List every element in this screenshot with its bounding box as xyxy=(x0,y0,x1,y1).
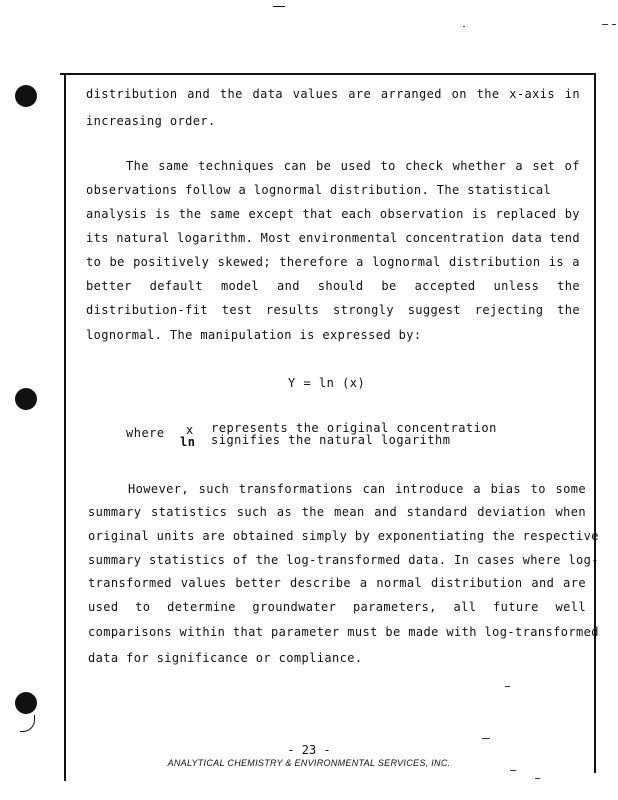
word: standard xyxy=(406,505,468,519)
word: the xyxy=(557,279,580,293)
word: skewed; xyxy=(217,255,271,269)
where-label: where xyxy=(126,426,165,440)
word: mean xyxy=(334,505,365,519)
word: and xyxy=(276,279,300,293)
word: and xyxy=(531,576,555,590)
word: used xyxy=(340,159,372,173)
word: the xyxy=(476,87,500,101)
scan-mark xyxy=(273,6,285,7)
binder-hole-top xyxy=(15,85,37,107)
word: is xyxy=(155,207,171,221)
word: and xyxy=(374,505,398,519)
word: observation xyxy=(379,207,464,221)
scan-speck xyxy=(602,24,608,25)
paragraph-2-line xyxy=(86,255,580,269)
word: model xyxy=(220,279,260,293)
where-variable-ln: ln xyxy=(180,435,196,449)
word: describe xyxy=(290,576,351,590)
word: distribution-fit xyxy=(86,303,208,317)
word: should xyxy=(317,279,364,293)
word: better xyxy=(86,279,132,293)
paragraph-1-line: increasing order. xyxy=(86,114,216,128)
word: is xyxy=(472,207,488,221)
paragraph-2-line: lognormal. The manipulation is expressed by: xyxy=(86,328,422,342)
paragraph-3-line: data for significance or compliance. xyxy=(88,651,363,665)
word: positively xyxy=(133,255,210,269)
page-border-left xyxy=(64,73,66,781)
word: a xyxy=(356,255,364,269)
word: However, xyxy=(128,482,189,496)
word: transformations xyxy=(238,482,354,496)
word: distribution xyxy=(448,255,541,269)
word: rejecting xyxy=(474,303,544,317)
word: values xyxy=(292,87,339,101)
word: of xyxy=(564,159,580,173)
word: the xyxy=(219,87,243,101)
word: a xyxy=(473,482,481,496)
word: to xyxy=(135,600,151,614)
word: check xyxy=(405,159,444,173)
where-definition-ln: signifies the natural logarithm xyxy=(211,433,451,447)
word: strongly xyxy=(332,303,394,317)
word: whether xyxy=(452,159,506,173)
word: default xyxy=(149,279,204,293)
word: analysis xyxy=(86,207,147,221)
word: data xyxy=(252,87,283,101)
word: unless xyxy=(493,279,540,293)
word: a xyxy=(572,255,580,269)
binder-hole-bottom xyxy=(15,692,37,714)
word: The xyxy=(126,159,149,173)
word: each xyxy=(341,207,372,221)
word: techniques xyxy=(198,159,275,173)
word: logarithm. xyxy=(177,231,254,245)
paragraph-3-line: comparisons within that parameter must be made with log-transformed xyxy=(88,625,599,639)
paragraph-2-line xyxy=(86,231,580,245)
word: results xyxy=(265,303,320,317)
where-definition-x: represents the original concentration xyxy=(211,421,497,435)
word: introduce xyxy=(395,482,464,496)
paragraph-1-line xyxy=(86,87,580,101)
paragraph-2-line: observations follow a lognormal distribution. The statistical xyxy=(86,183,552,197)
word: distribution xyxy=(431,576,523,590)
word: future xyxy=(493,600,539,614)
word: on xyxy=(451,87,467,101)
scan-speck xyxy=(510,770,516,771)
word: set xyxy=(532,159,556,173)
word: the xyxy=(557,303,580,317)
word: bias xyxy=(490,482,522,496)
scan-speck xyxy=(463,26,465,27)
word: are xyxy=(348,87,372,101)
word: some xyxy=(555,482,586,496)
word: transformed xyxy=(88,576,172,590)
word: parameters, xyxy=(352,600,437,614)
word: distribution xyxy=(86,87,178,101)
word: tend xyxy=(549,231,580,245)
word: groundwater xyxy=(252,600,337,614)
word: statistics xyxy=(150,505,228,519)
word: in xyxy=(564,87,580,101)
word: be xyxy=(381,279,397,293)
paragraph-2-line xyxy=(86,279,580,293)
scan-speck xyxy=(612,24,616,25)
page-border-top xyxy=(60,73,596,75)
word: arranged xyxy=(380,87,442,101)
scan-speck xyxy=(535,778,540,779)
word: therefore xyxy=(279,255,348,269)
word: used xyxy=(88,600,119,614)
word: the xyxy=(301,505,325,519)
word: replaced xyxy=(495,207,557,221)
word: determine xyxy=(167,600,236,614)
word: lognormal xyxy=(372,255,441,269)
paragraph-2-line xyxy=(86,207,580,221)
word: except xyxy=(248,207,295,221)
word: natural xyxy=(116,231,170,245)
word: the xyxy=(178,207,202,221)
word: are xyxy=(563,576,586,590)
word: such xyxy=(236,505,268,519)
word: same xyxy=(158,159,189,173)
paragraph-2-line xyxy=(86,303,580,317)
word: Most xyxy=(260,231,292,245)
word: its xyxy=(86,231,109,245)
paragraph-3-line xyxy=(88,576,586,590)
word: concentration xyxy=(405,231,505,245)
word: as xyxy=(276,505,293,519)
word: is xyxy=(548,255,564,269)
word: summary xyxy=(88,505,142,519)
word: environmental xyxy=(298,231,398,245)
word: to xyxy=(530,482,546,496)
paragraph-3-line: original units are obtained simply by exponentiating the respective xyxy=(88,529,599,543)
word: values xyxy=(180,576,227,590)
paragraph-2-line xyxy=(126,159,580,173)
word: and xyxy=(187,87,211,101)
binder-hole-middle xyxy=(15,388,37,410)
paragraph-3-line: summary statistics of the log-transformed data. In cases where log- xyxy=(88,553,599,567)
where-variable-x: x xyxy=(186,423,194,437)
word: be xyxy=(316,159,332,173)
word: normal xyxy=(376,576,423,590)
word: be xyxy=(109,255,125,269)
page-number: - 23 - xyxy=(287,743,331,757)
word: suggest xyxy=(407,303,462,317)
word: test xyxy=(221,303,253,317)
word: when xyxy=(555,505,586,519)
paragraph-3-line xyxy=(88,600,586,614)
scan-speck xyxy=(505,686,510,687)
word: can xyxy=(283,159,307,173)
word: well xyxy=(555,600,586,614)
word: better xyxy=(235,576,282,590)
paragraph-3-line xyxy=(128,482,586,496)
page-border-right xyxy=(594,73,596,773)
word: all xyxy=(453,600,477,614)
scan-mark xyxy=(20,715,35,732)
formula: Y = ln (x) xyxy=(288,376,366,390)
word: that xyxy=(302,207,333,221)
footer-company-name: ANALYTICAL CHEMISTRY & ENVIRONMENTAL SERVICES, INC. xyxy=(167,758,451,768)
word: data xyxy=(511,231,543,245)
scan-speck xyxy=(482,738,490,739)
word: a xyxy=(359,576,368,590)
word: by xyxy=(564,207,580,221)
word: such xyxy=(198,482,230,496)
word: deviation xyxy=(477,505,546,519)
word: a xyxy=(515,159,523,173)
word: can xyxy=(362,482,386,496)
word: to xyxy=(380,159,396,173)
word: accepted xyxy=(414,279,476,293)
paragraph-3-line xyxy=(88,505,586,519)
word: same xyxy=(209,207,241,221)
word: x-axis xyxy=(509,87,555,101)
word: to xyxy=(86,255,102,269)
